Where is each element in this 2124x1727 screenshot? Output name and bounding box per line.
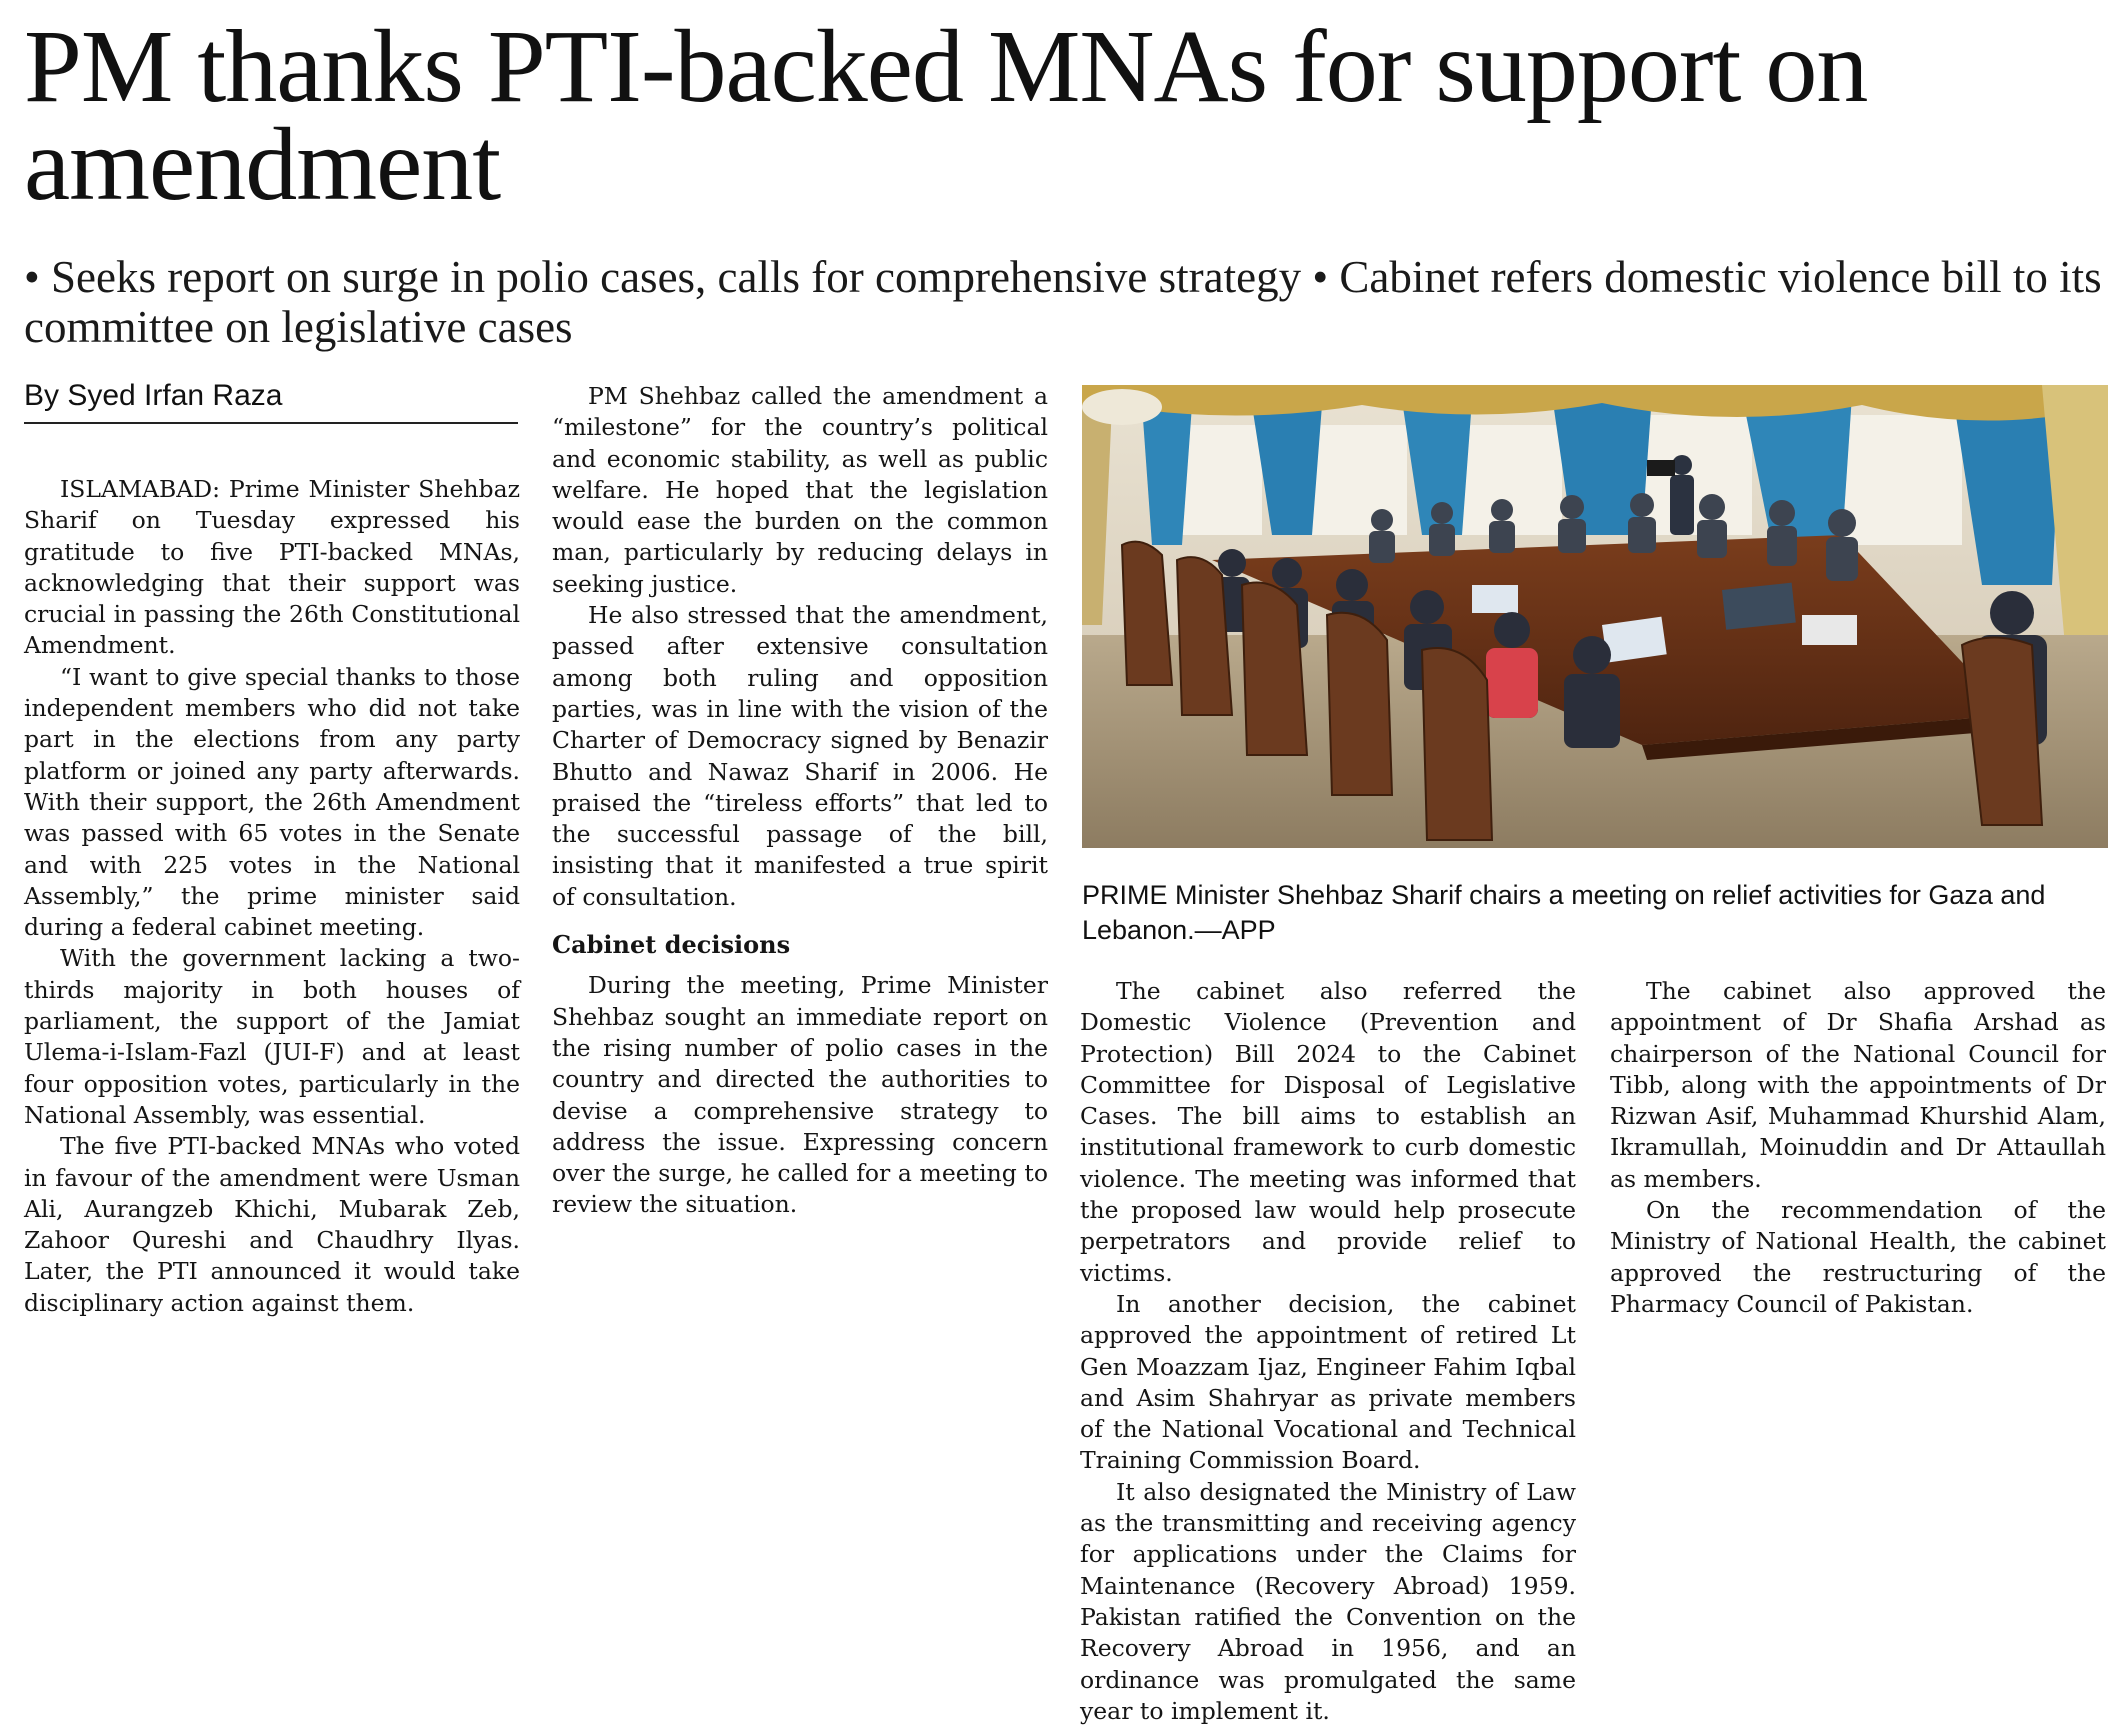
- paragraph: The cabinet also referred the Domestic Violence (Prevention and Protection) Bill 2024 to the Cabinet Committee for Disposal of Legislative Cases. The bill aims to establish an institutional framework to curb domestic violence. The meeting was informed that the proposed law would help prosecute perpetrators and provide relief to victims.: [1080, 977, 1576, 1287]
- paragraph: With the government lacking a two-thirds majority in both houses of parliament, the support of the Jamiat Ulema-i-Islam-Fazl (JUI-F) and at least four opposition votes, particularly in the National Assembly, was essential.: [24, 944, 520, 1129]
- cabinet-meeting-photo: [1082, 385, 2108, 848]
- photo-illustration: [1082, 385, 2108, 848]
- paragraph: “I want to give special thanks to those independent members who did not take part in the elections from any party platform or joined any party afterwards. With their support, the 26th Amendment was passed with 65 votes in the Senate and with 225 votes in the National Assembly,” the prime minister said during a federal cabinet meeting.: [24, 662, 520, 942]
- photo-caption: PRIME Minister Shehbaz Sharif chairs a meeting on relief activities for Gaza and Lebanon.—APP: [1082, 880, 2046, 945]
- paragraph: He also stressed that the amendment, passed after extensive consultation among both ruling and opposition parties, was in line with the vision of the Charter of Democracy signed by Benazir Bhutto and Nawaz Sharif in 2006. He praised the “tireless efforts” that led to the successful passage of the bill, insisting that it manifested a true spirit of consultation.: [552, 601, 1048, 911]
- paragraph: The cabinet also approved the appointment of Dr Shafia Arshad as chairperson of the National Council for Tibb, along with the appointments of Dr Rizwan Asif, Muhammad Khurshid Alam, Ikramullah, Moinuddin and Dr Attaullah as members.: [1610, 977, 2106, 1193]
- article-column-4: [1610, 976, 2106, 1320]
- subhead-bullet: •: [24, 252, 40, 302]
- subhead-bullet: •: [1312, 252, 1329, 302]
- section-subheading: Cabinet decisions: [552, 930, 791, 960]
- paragraph: During the meeting, Prime Minister Shehbaz sought an immediate report on the rising number of polio cases in the country and directed the authorities to devise a comprehensive strategy to address the issue. Expressing concern over the surge, he called for a meeting to review the situation.: [552, 971, 1048, 1219]
- headline: PM thanks PTI-backed MNAs for support on amendment: [24, 9, 1868, 222]
- paragraph: The five PTI-backed MNAs who voted in favour of the amendment were Usman Ali, Aurangzeb Khichi, Mubarak Zeb, Zahoor Qureshi and Chaudhry Ilyas. Later, the PTI announced it would take disciplinary action against them.: [24, 1132, 520, 1317]
- paragraph: ISLAMABAD: Prime Minister Shehbaz Sharif on Tuesday expressed his gratitude to five PTI-backed MNAs, acknowledging that their support was crucial in passing the 26th Constitutional Amendment.: [24, 475, 520, 660]
- paragraph: In another decision, the cabinet approved the appointment of retired Lt Gen Moazzam Ijaz, Engineer Fahim Iqbal and Asim Shahryar as private members of the National Vocational and Technical Training Commission Board.: [1080, 1289, 1576, 1475]
- article-column-2: [552, 381, 1048, 1221]
- article-column-1: [24, 474, 520, 1319]
- article-column-3: [1080, 976, 1576, 1727]
- subhead-point-2: Cabinet refers domestic violence bill to its committee on legislative cases: [24, 252, 2102, 352]
- subheadline: [24, 252, 2104, 352]
- paragraph: It also designated the Ministry of Law as the transmitting and receiving agency for applications under the Claims for Maintenance (Recovery Abroad) 1959. Pakistan ratified the Convention on the Recovery Abroad in 1956, and an ordinance was promulgated the same year to implement it.: [1080, 1477, 1576, 1725]
- paragraph: On the recommendation of the Ministry of National Health, the cabinet approved the restructuring of the Pharmacy Council of Pakistan.: [1610, 1196, 2106, 1318]
- subhead-point-1: Seeks report on surge in polio cases, calls for comprehensive strategy: [51, 252, 1302, 302]
- byline: By Syed Irfan Raza: [24, 378, 518, 424]
- paragraph: PM Shehbaz called the amendment a “milestone” for the country’s political and economic stability, as well as public welfare. He hoped that the legislation would ease the burden on the common man, particularly by reducing delays in seeking justice.: [552, 382, 1048, 598]
